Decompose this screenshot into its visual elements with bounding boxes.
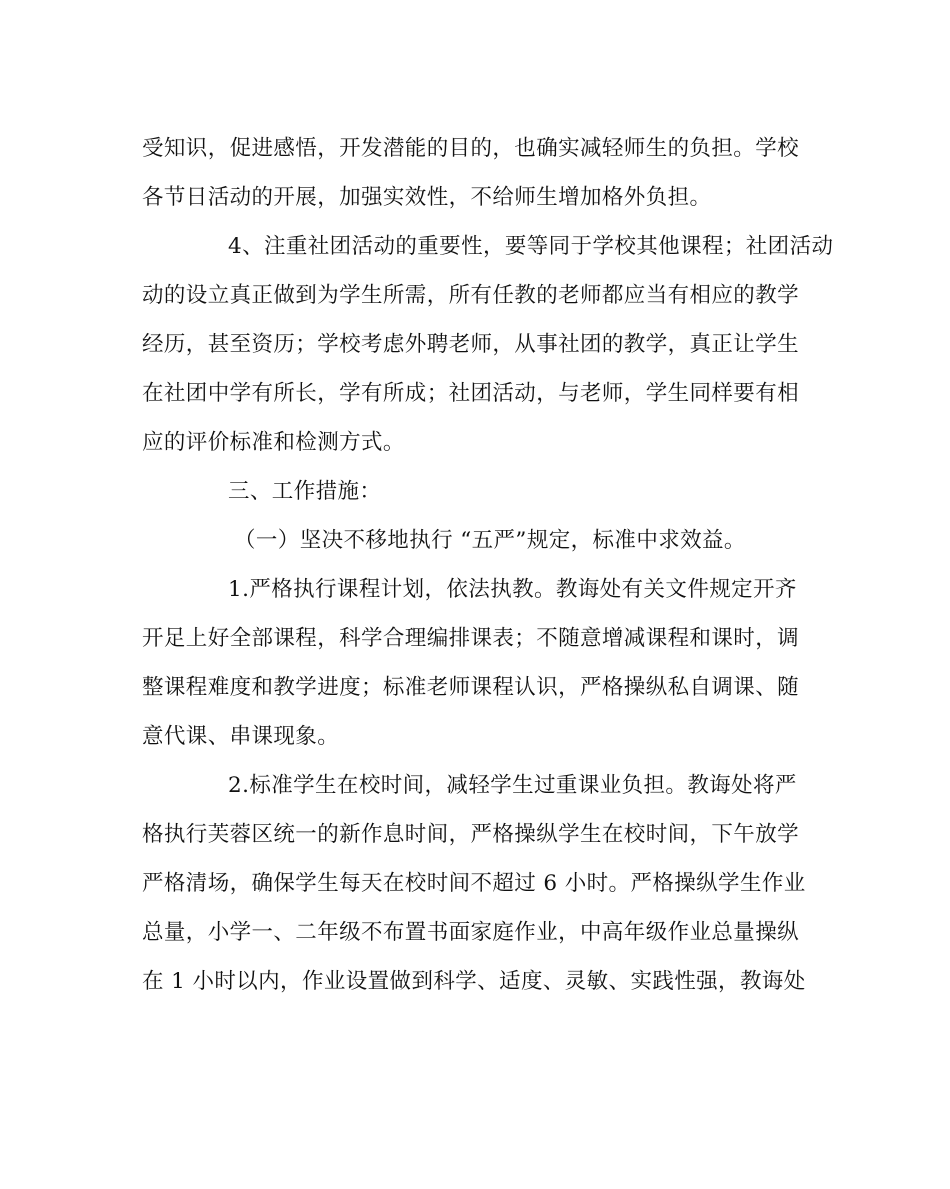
- text-line: 格执行芙蓉区统一的新作息时间，严格操纵学生在校时间，下午放学: [142, 822, 800, 847]
- subsection-heading: （一）坚决不移地执行 “五严”规定，标准中求效益。: [234, 528, 746, 553]
- text-line: 1.严格执行课程计划，依法执教。教诲处有关文件规定开齐: [228, 577, 797, 602]
- section-heading: 三、工作措施：: [228, 479, 382, 504]
- text-line: 开足上好全部课程，科学合理编排课表；不随意增减课程和课时，调: [142, 626, 800, 651]
- text-line: 在 1 小时以内，作业设置做到科学、适度、灵敏、实践性强，教诲处: [142, 969, 806, 994]
- text-line: 总量，小学一、二年级不布置书面家庭作业，中高年级作业总量操纵: [142, 920, 800, 945]
- text-line: 4、注重社团活动的重要性，要等同于学校其他课程；社团活动: [228, 234, 834, 259]
- text-line: 整课程难度和教学进度；标准老师课程认识，严格操纵私自调课、随: [142, 675, 800, 700]
- text-line: 各节日活动的开展，加强实效性，不给师生增加格外负担。: [142, 185, 712, 210]
- text-line: 动的设立真正做到为学生所需，所有任教的老师都应当有相应的教学: [142, 283, 800, 308]
- text-line: 严格清场，确保学生每天在校时间不超过 6 小时。严格操纵学生作业: [142, 871, 806, 896]
- text-line: 意代课、串课现象。: [142, 724, 340, 749]
- text-line: 经历，甚至资历；学校考虑外聘老师，从事社团的教学，真正让学生: [142, 332, 800, 357]
- text-line: 受知识，促进感悟，开发潜能的目的，也确实减轻师生的负担。学校: [142, 136, 800, 161]
- text-line: 应的评价标准和检测方式。: [142, 430, 405, 455]
- text-line: 在社团中学有所长，学有所成；社团活动，与老师，学生同样要有相: [142, 381, 800, 406]
- text-line: 2.标准学生在校时间，减轻学生过重课业负担。教诲处将严: [228, 773, 797, 798]
